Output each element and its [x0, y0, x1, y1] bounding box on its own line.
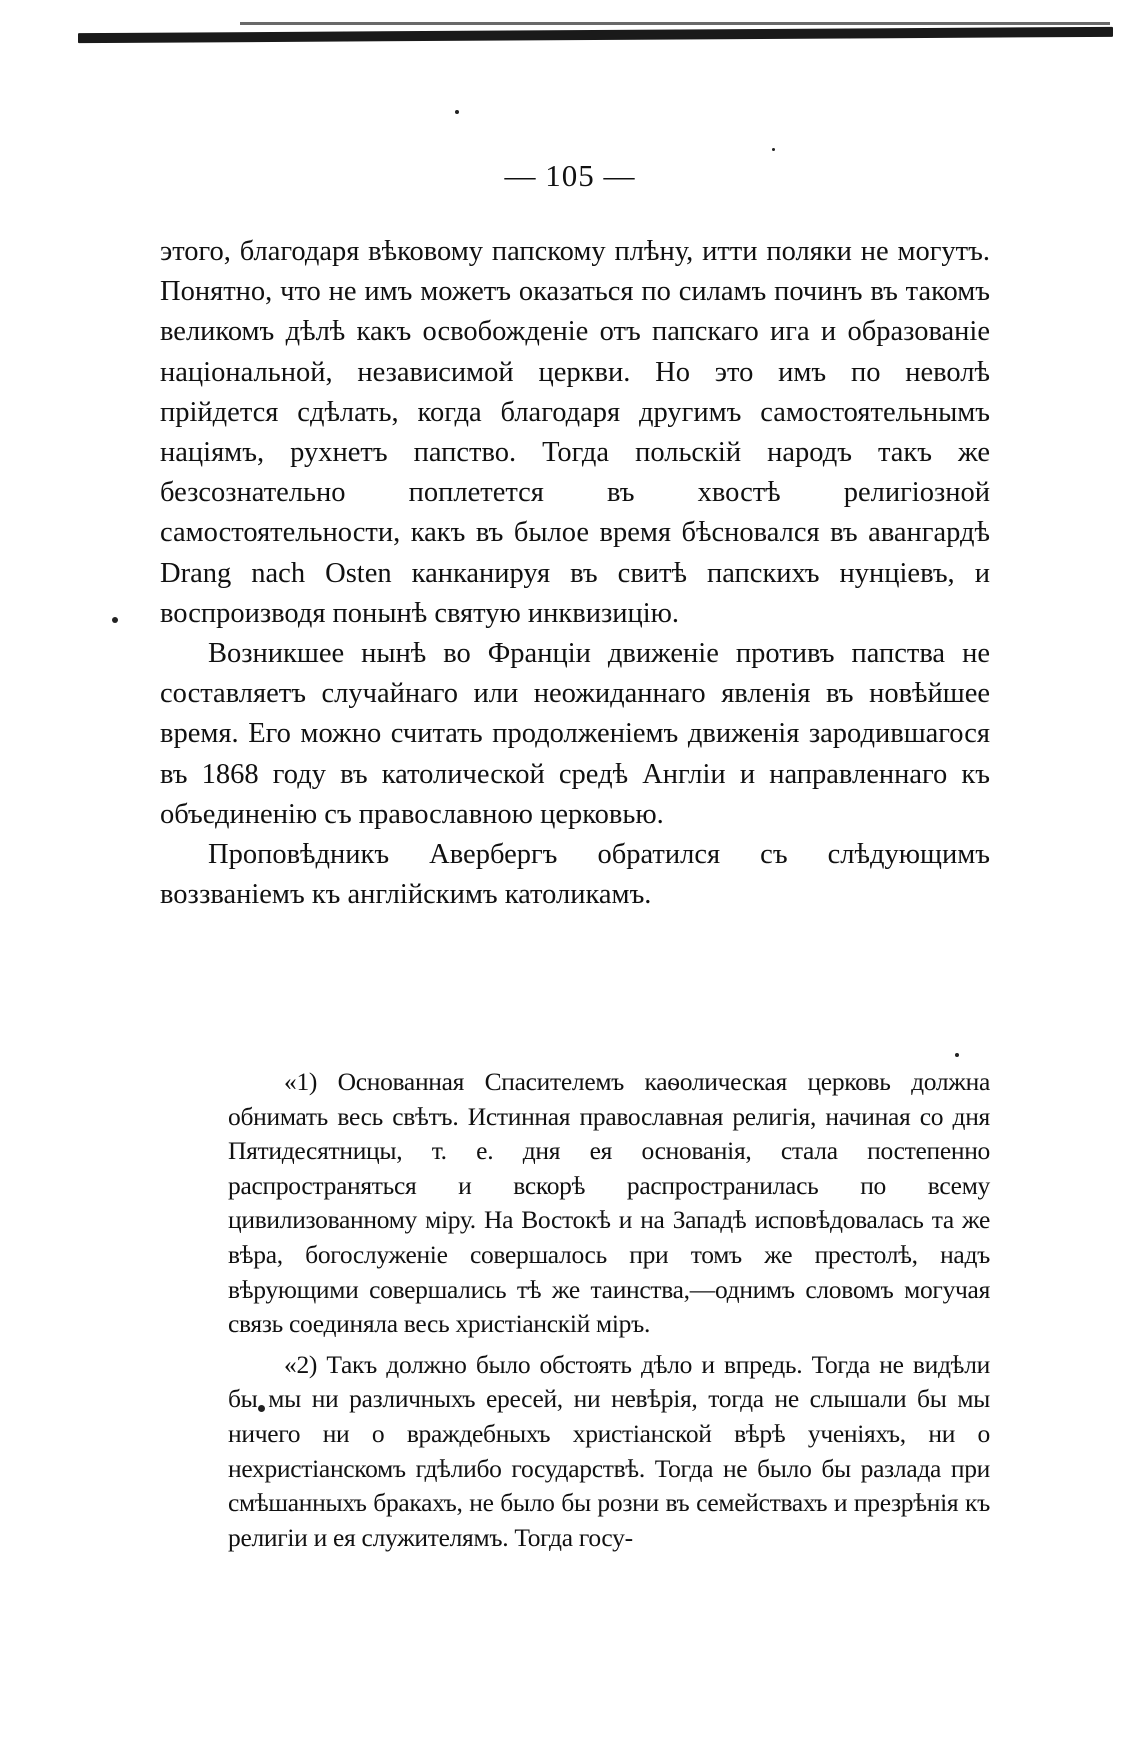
- paragraph: Проповѣдникъ Авербергъ обратился съ слѣдующимъ воззваніемъ къ англійскимъ католикамъ.: [160, 839, 990, 911]
- scan-speck: [455, 110, 459, 114]
- paragraph: этого, благодаря вѣковому папскому плѣну, итти поляки не могутъ. Понятно, что не имъ можетъ оказаться по силамъ починъ въ такомъ великомъ дѣлѣ какъ освобожденіе отъ папскаго ига и образованіе національной, независимой церкви. Но это имъ по неволѣ прійдется сдѣлать, когда благодаря другимъ самостоятельнымъ націямъ, рухнетъ папство. Тогда польскій народъ такъ же безсознательно поплетется въ хвостѣ религіозной самостоятельности, какъ въ былое время бѣсновался въ авангардѣ Drang nach Osten канканируя въ свитѣ папскихъ нунціевъ, и воспроизводя понынѣ святую инквизицію.: [160, 236, 990, 629]
- quote-paragraph: «2) Такъ должно было обстоять дѣло и впредь. Тогда не видѣли бы мы ни различныхъ ересей, ни невѣрія, тогда не слышали бы мы ничего ни о враждебныхъ христіанской вѣрѣ ученіяхъ, ни о нехристіанскомъ гдѣлибо государствѣ. Тогда не было бы разлада при смѣшанныхъ бракахъ, не было бы розни въ семействахъ и презрѣнія къ религіи и ея служителямъ. Тогда госу-: [228, 1349, 990, 1552]
- quote-paragraph: «1) Основанная Спасителемъ каѳолическая церковь должна обнимать весь свѣтъ. Истинная православная религія, начиная со дня Пятидесятницы, т. е. дня ея основанія, стала постепенно распространяться и вскорѣ распространилась по всему цивилизованному міру. На Востокѣ и на Западѣ исповѣдовалась та же вѣра, богослуженіе совершалось при томъ же престолѣ, надъ вѣрующими совершались тѣ же таинства,—однимъ словомъ могучая связь соединяла весь христіанскій міръ.: [228, 1067, 990, 1339]
- scan-edge-rule: [78, 27, 1113, 43]
- main-text: [160, 232, 990, 915]
- page-number: — 105 —: [504, 158, 636, 193]
- quoted-appeal: [228, 1065, 990, 1561]
- scan-speck: [772, 148, 775, 151]
- scan-edge-thin-line: [240, 22, 1110, 25]
- paragraph: Возникшее нынѣ во Франціи движеніе противъ папства не составляетъ случайнаго или неожиданнаго явленія въ новѣйшее время. Его можно считать продолженіемъ движенія зародившагося въ 1868 году въ католической средѣ Англіи и направленнаго къ объединенію съ православною церковью.: [160, 638, 990, 830]
- scan-speck: [112, 617, 118, 623]
- scan-speck: [955, 1053, 959, 1057]
